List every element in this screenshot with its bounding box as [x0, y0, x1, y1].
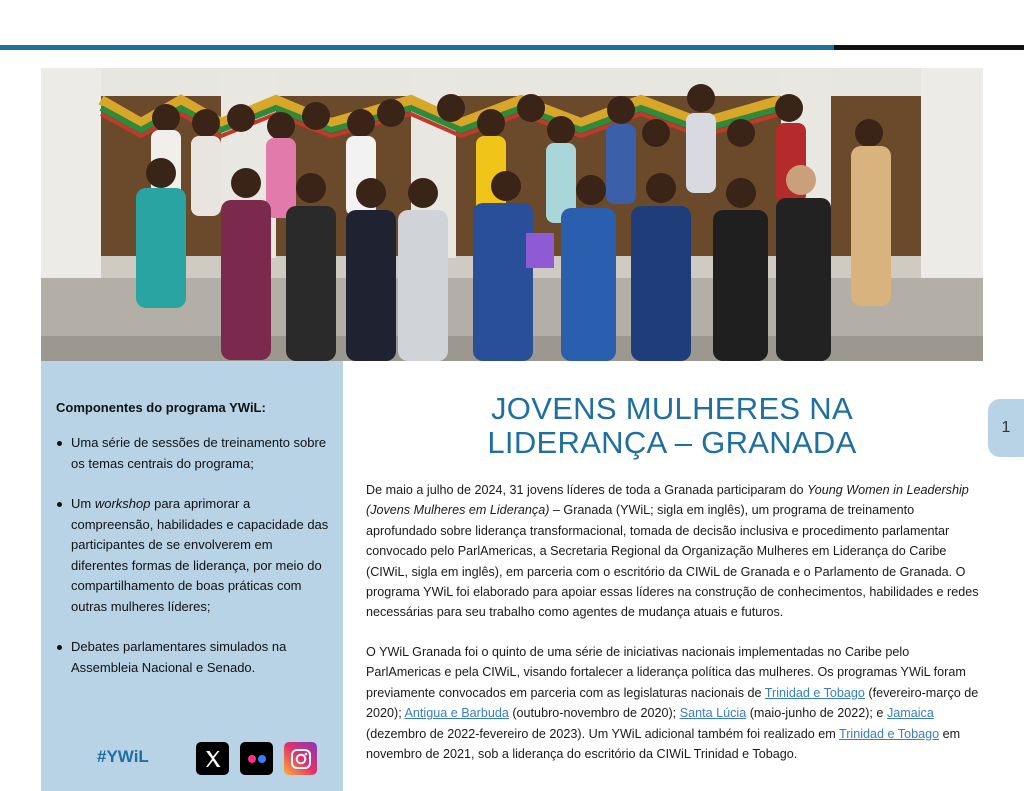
link-antigua-barbuda[interactable]: Antigua e Barbuda: [404, 706, 509, 721]
text: O YWiL Granada foi o quinto de uma série de iniciativas nacionais implementadas no Caribe pelo ParlAmericas e pela CIWiL, visando fortalecer a liderança política das mulheres. Os programas YWiL foram previamente convocados em parceria com as legislaturas nacionais de: [366, 645, 966, 700]
program-name-emphasis: Young Women in Leadership (Jovens Mulheres em Liderança): [366, 483, 969, 518]
text: (fevereiro-março de 2020);: [366, 685, 979, 721]
title-line-2: LIDERANÇA – GRANADA: [487, 425, 857, 460]
link-jamaica[interactable]: Jamaica: [886, 706, 934, 721]
text: (maio-junho de 2022); e: [746, 706, 887, 721]
hashtag: #YWiL: [97, 747, 149, 766]
list-item-text: para aprimorar a compreensão, habilidades e capacidade das participantes de se envolverem em diferentes formas de liderança, por meio do compartilhamento de boas práticas com outras mulheres líderes;: [71, 496, 329, 614]
group-photo-illustration: [41, 68, 983, 361]
instagram-icon[interactable]: [284, 742, 317, 775]
top-rule-dark: [834, 45, 1024, 50]
list-item-text: Um: [71, 496, 95, 511]
link-santa-lucia[interactable]: Santa Lúcia: [679, 706, 747, 721]
list-item-text: Debates parlamentares simulados na Assembleia Nacional e Senado.: [71, 639, 287, 675]
page-number-tab: [988, 399, 1024, 457]
link-trinidad-tobago-2021[interactable]: Trinidad e Tobago: [838, 726, 940, 741]
text: em novembro de 2021, sob a liderança do escritório da CIWiL Trinidad e Tobago.: [366, 726, 961, 762]
x-icon[interactable]: [196, 742, 229, 775]
components-list: [55, 433, 333, 698]
flickr-icon[interactable]: [240, 742, 273, 775]
group-photo: [41, 68, 983, 361]
text: (dezembro de 2022-fevereiro de 2023). Um YWiL adicional também foi realizado em: [366, 726, 839, 741]
text: De maio a julho de 2024, 31 jovens líderes de toda a Granada participaram do: [366, 483, 808, 497]
link-trinidad-tobago[interactable]: Trinidad e Tobago: [764, 685, 865, 700]
paragraph-intro: [366, 480, 984, 623]
list-item: [55, 433, 333, 474]
program-components-panel: [41, 361, 343, 791]
page-number: 1: [1001, 419, 1011, 436]
page-title: [370, 392, 974, 460]
title-line-1: JOVENS MULHERES NA: [491, 391, 853, 426]
paragraph-history: [366, 642, 984, 764]
list-item-emphasis: workshop: [94, 496, 151, 511]
top-rule: [0, 45, 834, 50]
text: – Granada (YWiL; sigla em inglês), um programa de treinamento aprofundado sobre liderança transformacional, tomada de decisão inclusiva e procedimento parlamentar convocado pelo ParlAmericas, a Secretaria Regional da Organização Mulheres em Liderança do Caribe (CIWiL, sigla em inglês), em parceria com o escritório da CIWiL de Granada e o Parlamento de Granada. O programa YWiL foi elaborado para apoiar essas líderes na construção de conhecimentos, habilidades e redes necessárias para seu trabalho como agentes de mudança atuais e futuros.: [366, 503, 979, 620]
text: (outubro-novembro de 2020);: [508, 706, 680, 721]
list-item-text: Uma série de sessões de treinamento sobre os temas centrais do programa;: [71, 435, 327, 471]
list-item: [55, 637, 333, 678]
list-item: [55, 494, 333, 617]
components-title: Componentes do programa YWiL:: [56, 400, 266, 415]
